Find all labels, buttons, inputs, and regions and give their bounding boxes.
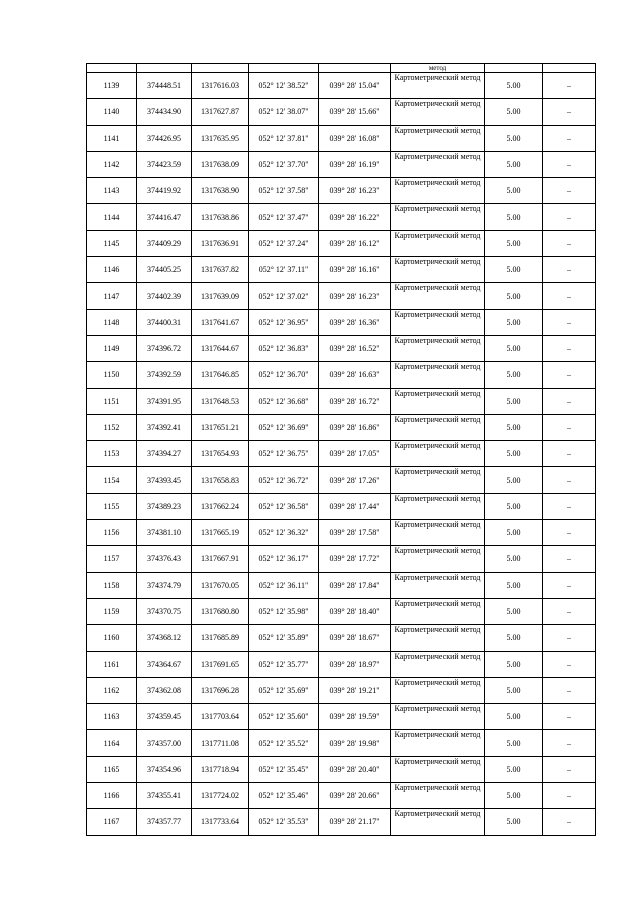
table-row <box>87 625 596 651</box>
method: Картометрический метод <box>391 441 485 467</box>
coord-x: 374409.29 <box>137 230 192 256</box>
latitude: 052° 12' 36.83" <box>249 335 319 361</box>
method: Картометрический метод <box>391 625 485 651</box>
longitude: 039° 28' 18.67" <box>319 625 391 651</box>
note: – <box>543 546 596 572</box>
point-number: 1156 <box>87 520 137 546</box>
latitude: 052° 12' 35.98" <box>249 598 319 624</box>
note: – <box>543 204 596 230</box>
coord-x: 374370.75 <box>137 598 192 624</box>
latitude: 052° 12' 35.46" <box>249 783 319 809</box>
method: Картометрический метод <box>391 651 485 677</box>
coord-y: 1317685.89 <box>192 625 249 651</box>
point-number: 1154 <box>87 467 137 493</box>
point-number: 1150 <box>87 362 137 388</box>
coord-y: 1317638.09 <box>192 151 249 177</box>
coord-x: 374402.39 <box>137 283 192 309</box>
coord-y: 1317724.02 <box>192 783 249 809</box>
point-number: 1153 <box>87 441 137 467</box>
coord-y: 1317646.85 <box>192 362 249 388</box>
table-row <box>87 572 596 598</box>
longitude: 039° 28' 20.40" <box>319 756 391 782</box>
longitude: 039° 28' 16.72" <box>319 388 391 414</box>
latitude: 052° 12' 37.70" <box>249 151 319 177</box>
coord-x: 374434.90 <box>137 99 192 125</box>
point-number: 1157 <box>87 546 137 572</box>
accuracy: 5.00 <box>485 520 543 546</box>
note: – <box>543 730 596 756</box>
point-number: 1142 <box>87 151 137 177</box>
coord-x: 374389.23 <box>137 493 192 519</box>
longitude: 039° 28' 16.23" <box>319 283 391 309</box>
table-row <box>87 230 596 256</box>
note: – <box>543 230 596 256</box>
table-row <box>87 388 596 414</box>
coord-y: 1317651.21 <box>192 414 249 440</box>
point-number: 1164 <box>87 730 137 756</box>
method: Картометрический метод <box>391 309 485 335</box>
method: Картометрический метод <box>391 467 485 493</box>
coord-y: 1317644.67 <box>192 335 249 361</box>
note: – <box>543 756 596 782</box>
latitude: 052° 12' 35.53" <box>249 809 319 835</box>
coord-y: 1317680.80 <box>192 598 249 624</box>
table-row <box>87 520 596 546</box>
point-number: 1165 <box>87 756 137 782</box>
note: – <box>543 598 596 624</box>
coord-y: 1317670.05 <box>192 572 249 598</box>
point-number: 1158 <box>87 572 137 598</box>
coord-y: 1317648.53 <box>192 388 249 414</box>
table-row <box>87 204 596 230</box>
coord-x: 374381.10 <box>137 520 192 546</box>
note: – <box>543 257 596 283</box>
coord-y: 1317667.91 <box>192 546 249 572</box>
latitude: 052° 12' 36.75" <box>249 441 319 467</box>
coord-x: 374362.08 <box>137 677 192 703</box>
longitude: 039° 28' 17.72" <box>319 546 391 572</box>
longitude: 039° 28' 15.04" <box>319 73 391 99</box>
longitude: 039° 28' 17.84" <box>319 572 391 598</box>
accuracy: 5.00 <box>485 204 543 230</box>
coord-y: 1317733.64 <box>192 809 249 835</box>
note: – <box>543 493 596 519</box>
accuracy: 5.00 <box>485 467 543 493</box>
coord-y: 1317718.94 <box>192 756 249 782</box>
longitude: 039° 28' 16.08" <box>319 125 391 151</box>
method: Картометрический метод <box>391 704 485 730</box>
coord-y: 1317711.08 <box>192 730 249 756</box>
accuracy: 5.00 <box>485 756 543 782</box>
method: Картометрический метод <box>391 809 485 835</box>
latitude: 052° 12' 37.11" <box>249 257 319 283</box>
note: – <box>543 73 596 99</box>
coord-y: 1317639.09 <box>192 283 249 309</box>
coord-y: 1317635.95 <box>192 125 249 151</box>
longitude: 039° 28' 17.05" <box>319 441 391 467</box>
coord-x: 374423.59 <box>137 151 192 177</box>
table-body <box>87 64 596 836</box>
table-row <box>87 467 596 493</box>
accuracy: 5.00 <box>485 809 543 835</box>
coord-x: 374376.43 <box>137 546 192 572</box>
coord-x: 374396.72 <box>137 335 192 361</box>
table-row <box>87 257 596 283</box>
note: – <box>543 178 596 204</box>
longitude: 039° 28' 16.16" <box>319 257 391 283</box>
coord-x: 374393.45 <box>137 467 192 493</box>
method: Картометрический метод <box>391 178 485 204</box>
method: Картометрический метод <box>391 257 485 283</box>
accuracy: 5.00 <box>485 388 543 414</box>
accuracy: 5.00 <box>485 572 543 598</box>
note: – <box>543 125 596 151</box>
note: – <box>543 309 596 335</box>
note: – <box>543 625 596 651</box>
method: Картометрический метод <box>391 783 485 809</box>
note: – <box>543 441 596 467</box>
note: – <box>543 651 596 677</box>
note: – <box>543 467 596 493</box>
method: Картометрический метод <box>391 99 485 125</box>
table-row <box>87 125 596 151</box>
longitude: 039° 28' 16.23" <box>319 178 391 204</box>
latitude: 052° 12' 36.17" <box>249 546 319 572</box>
latitude: 052° 12' 36.68" <box>249 388 319 414</box>
longitude: 039° 28' 16.52" <box>319 335 391 361</box>
accuracy: 5.00 <box>485 546 543 572</box>
coord-y: 1317638.90 <box>192 178 249 204</box>
coord-y: 1317658.83 <box>192 467 249 493</box>
longitude: 039° 28' 19.98" <box>319 730 391 756</box>
table-row-continued <box>87 64 596 73</box>
table-row <box>87 598 596 624</box>
accuracy: 5.00 <box>485 598 543 624</box>
longitude: 039° 28' 16.36" <box>319 309 391 335</box>
accuracy: 5.00 <box>485 362 543 388</box>
accuracy: 5.00 <box>485 625 543 651</box>
accuracy: 5.00 <box>485 677 543 703</box>
point-number: 1166 <box>87 783 137 809</box>
method: Картометрический метод <box>391 335 485 361</box>
method: Картометрический метод <box>391 362 485 388</box>
point-number: 1149 <box>87 335 137 361</box>
note: – <box>543 783 596 809</box>
point-number: 1143 <box>87 178 137 204</box>
coord-y: 1317641.67 <box>192 309 249 335</box>
table-row <box>87 783 596 809</box>
latitude: 052° 12' 35.52" <box>249 730 319 756</box>
coord-x: 374357.00 <box>137 730 192 756</box>
latitude: 052° 12' 38.52" <box>249 73 319 99</box>
accuracy: 5.00 <box>485 230 543 256</box>
point-number: 1167 <box>87 809 137 835</box>
table-row <box>87 704 596 730</box>
latitude: 052° 12' 36.72" <box>249 467 319 493</box>
longitude: 039° 28' 19.21" <box>319 677 391 703</box>
coord-x: 374368.12 <box>137 625 192 651</box>
latitude: 052° 12' 37.02" <box>249 283 319 309</box>
latitude: 052° 12' 36.70" <box>249 362 319 388</box>
note: – <box>543 520 596 546</box>
table-row <box>87 651 596 677</box>
table-row <box>87 730 596 756</box>
latitude: 052° 12' 35.60" <box>249 704 319 730</box>
longitude: 039° 28' 21.17" <box>319 809 391 835</box>
point-number: 1163 <box>87 704 137 730</box>
point-number: 1152 <box>87 414 137 440</box>
coord-y: 1317654.93 <box>192 441 249 467</box>
coord-x: 374416.47 <box>137 204 192 230</box>
coordinates-table <box>86 63 596 836</box>
method: Картометрический метод <box>391 730 485 756</box>
accuracy: 5.00 <box>485 99 543 125</box>
latitude: 052° 12' 35.89" <box>249 625 319 651</box>
table-row <box>87 362 596 388</box>
method: Картометрический метод <box>391 520 485 546</box>
method: Картометрический метод <box>391 546 485 572</box>
table-row <box>87 414 596 440</box>
table-row <box>87 73 596 99</box>
latitude: 052° 12' 37.58" <box>249 178 319 204</box>
coord-x: 374374.79 <box>137 572 192 598</box>
note: – <box>543 704 596 730</box>
latitude: 052° 12' 36.69" <box>249 414 319 440</box>
coord-y: 1317691.65 <box>192 651 249 677</box>
coord-x: 374392.41 <box>137 414 192 440</box>
table-row <box>87 283 596 309</box>
accuracy: 5.00 <box>485 441 543 467</box>
table-row <box>87 309 596 335</box>
coord-x: 374419.92 <box>137 178 192 204</box>
accuracy: 5.00 <box>485 730 543 756</box>
coord-y: 1317665.19 <box>192 520 249 546</box>
point-number: 1141 <box>87 125 137 151</box>
table-row <box>87 809 596 835</box>
coord-x: 374405.25 <box>137 257 192 283</box>
latitude: 052° 12' 37.47" <box>249 204 319 230</box>
method: Картометрический метод <box>391 388 485 414</box>
coord-x: 374400.31 <box>137 309 192 335</box>
point-number: 1155 <box>87 493 137 519</box>
table-row <box>87 151 596 177</box>
accuracy: 5.00 <box>485 283 543 309</box>
table-row <box>87 441 596 467</box>
coord-x: 374391.95 <box>137 388 192 414</box>
table-row <box>87 99 596 125</box>
latitude: 052° 12' 35.69" <box>249 677 319 703</box>
longitude: 039° 28' 16.12" <box>319 230 391 256</box>
coord-x: 374355.41 <box>137 783 192 809</box>
point-number: 1160 <box>87 625 137 651</box>
method: Картометрический метод <box>391 414 485 440</box>
note: – <box>543 388 596 414</box>
longitude: 039° 28' 19.59" <box>319 704 391 730</box>
longitude: 039° 28' 15.66" <box>319 99 391 125</box>
method: Картометрический метод <box>391 125 485 151</box>
method-cell-tail: метод <box>391 64 485 73</box>
latitude: 052° 12' 36.32" <box>249 520 319 546</box>
latitude: 052° 12' 36.11" <box>249 572 319 598</box>
method: Картометрический метод <box>391 204 485 230</box>
method: Картометрический метод <box>391 230 485 256</box>
table-row <box>87 178 596 204</box>
latitude: 052° 12' 36.95" <box>249 309 319 335</box>
coord-y: 1317616.03 <box>192 73 249 99</box>
method: Картометрический метод <box>391 493 485 519</box>
point-number: 1140 <box>87 99 137 125</box>
accuracy: 5.00 <box>485 651 543 677</box>
longitude: 039° 28' 20.66" <box>319 783 391 809</box>
document-page <box>86 63 595 836</box>
coord-x: 374364.67 <box>137 651 192 677</box>
table-row <box>87 756 596 782</box>
point-number: 1145 <box>87 230 137 256</box>
note: – <box>543 809 596 835</box>
point-number: 1139 <box>87 73 137 99</box>
note: – <box>543 572 596 598</box>
method: Картометрический метод <box>391 572 485 598</box>
method: Картометрический метод <box>391 283 485 309</box>
point-number: 1161 <box>87 651 137 677</box>
longitude: 039° 28' 18.40" <box>319 598 391 624</box>
coord-x: 374354.96 <box>137 756 192 782</box>
longitude: 039° 28' 16.22" <box>319 204 391 230</box>
coord-x: 374359.45 <box>137 704 192 730</box>
coord-x: 374426.95 <box>137 125 192 151</box>
longitude: 039° 28' 18.97" <box>319 651 391 677</box>
latitude: 052° 12' 35.77" <box>249 651 319 677</box>
table-row <box>87 677 596 703</box>
accuracy: 5.00 <box>485 414 543 440</box>
table-row <box>87 546 596 572</box>
accuracy: 5.00 <box>485 178 543 204</box>
accuracy: 5.00 <box>485 783 543 809</box>
coord-y: 1317703.64 <box>192 704 249 730</box>
point-number: 1148 <box>87 309 137 335</box>
point-number: 1144 <box>87 204 137 230</box>
accuracy: 5.00 <box>485 309 543 335</box>
method: Картометрический метод <box>391 677 485 703</box>
point-number: 1159 <box>87 598 137 624</box>
longitude: 039° 28' 16.63" <box>319 362 391 388</box>
longitude: 039° 28' 17.26" <box>319 467 391 493</box>
accuracy: 5.00 <box>485 73 543 99</box>
accuracy: 5.00 <box>485 125 543 151</box>
note: – <box>543 283 596 309</box>
method: Картометрический метод <box>391 73 485 99</box>
note: – <box>543 335 596 361</box>
coord-x: 374394.27 <box>137 441 192 467</box>
latitude: 052° 12' 36.58" <box>249 493 319 519</box>
latitude: 052° 12' 37.24" <box>249 230 319 256</box>
coord-y: 1317636.91 <box>192 230 249 256</box>
coord-y: 1317627.87 <box>192 99 249 125</box>
coord-x: 374392.59 <box>137 362 192 388</box>
latitude: 052° 12' 35.45" <box>249 756 319 782</box>
latitude: 052° 12' 38.07" <box>249 99 319 125</box>
method: Картометрический метод <box>391 151 485 177</box>
coord-y: 1317637.82 <box>192 257 249 283</box>
longitude: 039° 28' 17.58" <box>319 520 391 546</box>
accuracy: 5.00 <box>485 257 543 283</box>
coord-y: 1317696.28 <box>192 677 249 703</box>
point-number: 1162 <box>87 677 137 703</box>
accuracy: 5.00 <box>485 335 543 361</box>
table-row <box>87 493 596 519</box>
coord-y: 1317638.86 <box>192 204 249 230</box>
longitude: 039° 28' 16.86" <box>319 414 391 440</box>
note: – <box>543 362 596 388</box>
longitude: 039° 28' 17.44" <box>319 493 391 519</box>
coord-y: 1317662.24 <box>192 493 249 519</box>
coord-x: 374448.51 <box>137 73 192 99</box>
longitude: 039° 28' 16.19" <box>319 151 391 177</box>
accuracy: 5.00 <box>485 151 543 177</box>
note: – <box>543 151 596 177</box>
latitude: 052° 12' 37.81" <box>249 125 319 151</box>
note: – <box>543 414 596 440</box>
accuracy: 5.00 <box>485 493 543 519</box>
method: Картометрический метод <box>391 756 485 782</box>
point-number: 1151 <box>87 388 137 414</box>
point-number: 1146 <box>87 257 137 283</box>
accuracy: 5.00 <box>485 704 543 730</box>
method: Картометрический метод <box>391 598 485 624</box>
coord-x: 374357.77 <box>137 809 192 835</box>
point-number: 1147 <box>87 283 137 309</box>
note: – <box>543 677 596 703</box>
table-row <box>87 335 596 361</box>
note: – <box>543 99 596 125</box>
